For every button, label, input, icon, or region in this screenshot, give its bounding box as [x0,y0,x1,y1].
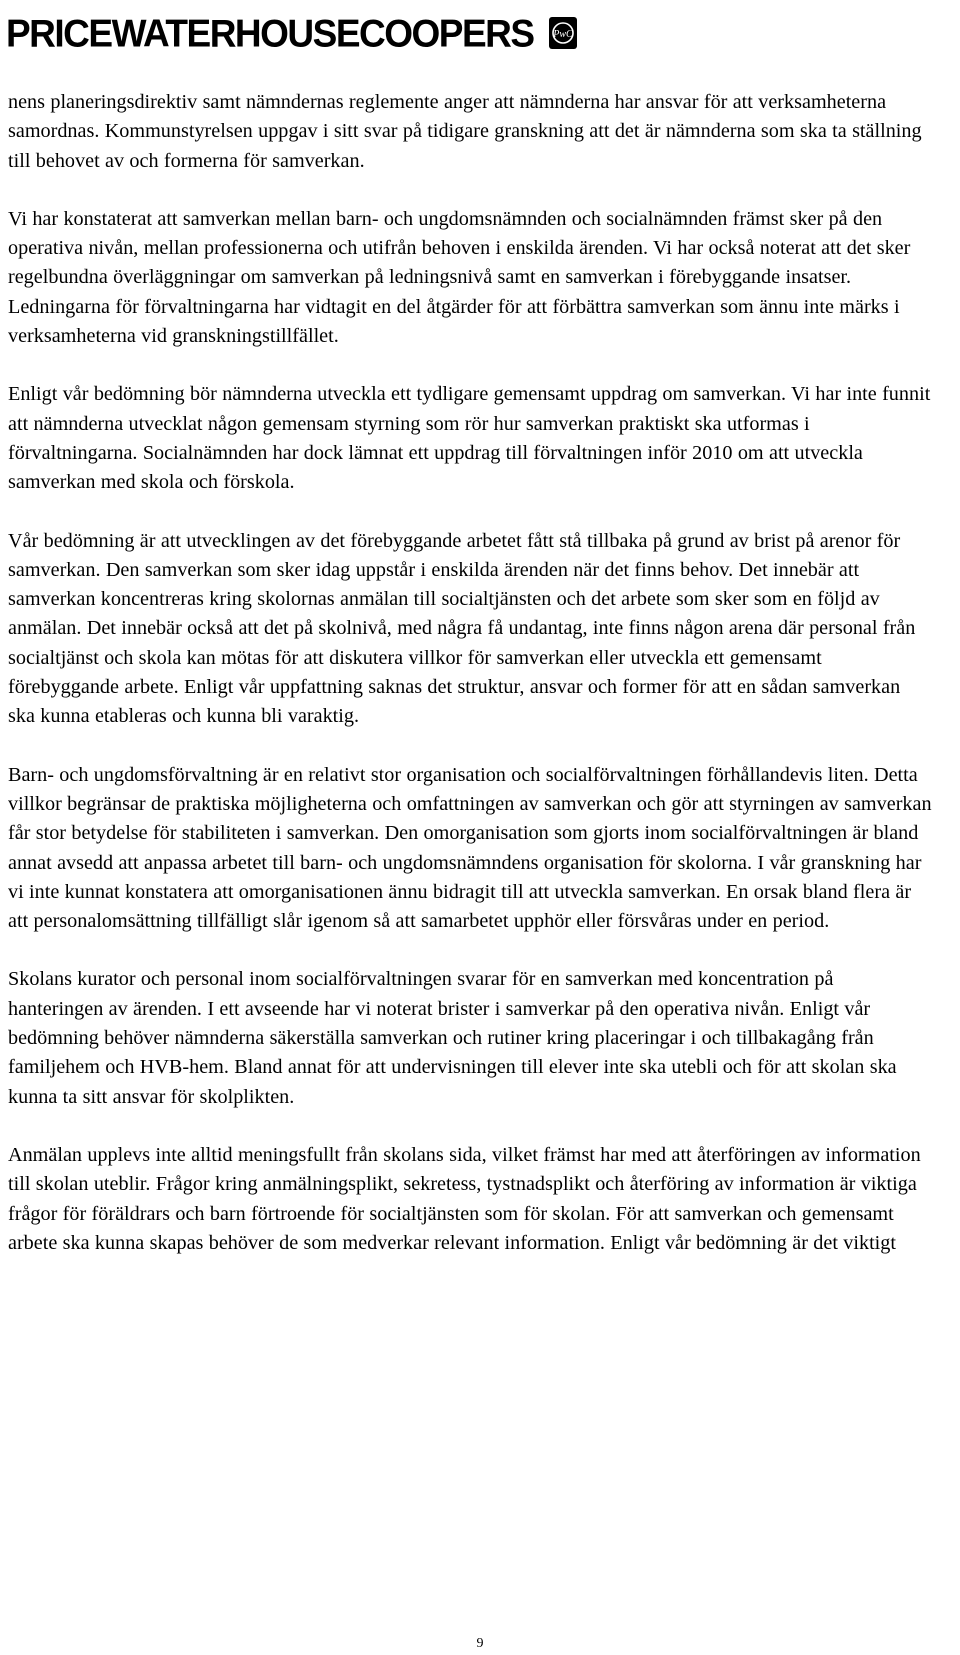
paragraph-2: Vi har konstaterat att samverkan mellan barn- och ungdomsnämnden och socialnämnden främst sker på den operativa nivån, mellan professionerna och utifrån behoven i enskilda ärenden. Vi har också noterat att det sker regelbundna överläggningar om samverkan på ledningsnivå samt en samverkan i förebyggande insatser. Ledningarna för förvaltningarna har vidtagit en del åtgärder för att förbättra samverkan som ännu inte märks i verksamheterna vid granskningstillfället. [8,207,911,348]
company-logo-text: PRICEWATERHOUSECOOPERS [6,11,534,55]
paragraph-4: Vår bedömning är att utvecklingen av det förebyggande arbetet fått stå tillbaka på grund av brist på arenor för samverkan. Den samverkan som sker idag uppstår i enskilda ärenden när det finns behov. Det innebär att samverkan koncentreras kring skolornas anmälan till socialtjänsten och det arbete som sker som en följd av anmälan. Det innebär också att det på skolnivå, med några få undantag, inte finns någon arena där personal från socialtjänst och skola kan mötas för att diskutera villkor för samverkan eller utveckla ett gemensamt förebyggande arbete. Enligt vår uppfattning saknas det struktur, ansvar och former för att en sådan samverkan ska kunna etableras och kunna bli varaktig. [8,529,916,728]
page-number: 9 [476,1636,484,1651]
pwc-emblem-text: PwC [552,29,573,40]
pwc-emblem-icon [548,16,578,50]
paragraph-5: Barn- och ungdomsförvaltning är en relativt stor organisation och socialförvaltningen förhållandevis liten. Detta villkor begränsar de praktiska möjligheterna och omfattningen av samverkan och gör att styrningen av samverkan får stor betydelse för stabiliteten i samverkan. Den omorganisation som gjorts inom socialförvaltningen är bland annat avsedd att anpassa arbetet till barn- och ungdomsnämndens organisation för skolorna. I vår granskning har vi inte kunnat konstatera att omorganisationen ännu bidragit till att utveckla samverkan. En orsak bland flera är att personalomsättning tillfälligt slår igenom så att samarbetet upphör eller försvåras under en period. [8,763,932,933]
paragraph-6: Skolans kurator och personal inom socialförvaltningen svarar för en samverkan med koncentration på hanteringen av ärenden. I ett avseende har vi noterat brister i samverkar på den operativa nivån. Enligt vår bedömning behöver nämnderna säkerställa samverkan och rutiner kring placeringar i och tillbakagång från familjehem och HVB-hem. Bland annat för att undervisningen till elever inte ska utebli och för att skolan ska kunna ta sitt ansvar för skolplikten. [8,968,897,1108]
paragraph-1: nens planeringsdirektiv samt nämndernas reglemente anger att nämnderna har ansvar för att verksamheterna samordnas. Kommunstyrelsen uppgav i sitt svar på tidigare granskning att det är nämnderna som ska ta ställning till behovet av och formerna för samverkan. [8,91,922,172]
paragraph-7: Anmälan upplevs inte alltid meningsfullt från skolans sida, vilket främst har med att återföringen av information till skolan uteblir. Frågor kring anmälningsplikt, sekretess, tystnadsplikt och återföring av information är viktiga frågor för föräldrars och barn förtroende för socialtjänsten som för skolan. För att samverkan och gemensamt arbete ska kunna skapas behöver de som medverkar relevant information. Enligt vår bedömning är det viktigt [8,1143,921,1254]
document-body [8,88,932,1287]
page-header [6,4,573,62]
paragraph-3: Enligt vår bedömning bör nämnderna utveckla ett tydligare gemensamt uppdrag om samverkan. Vi har inte funnit att nämnderna utvecklat någon gemensam styrning som rör hur samverkan praktiskt ska utformas i förvaltningarna. Socialnämnden har dock lämnat ett uppdrag till förvaltningen inför 2010 om att utveckla samverkan med skola och förskola. [8,383,931,494]
